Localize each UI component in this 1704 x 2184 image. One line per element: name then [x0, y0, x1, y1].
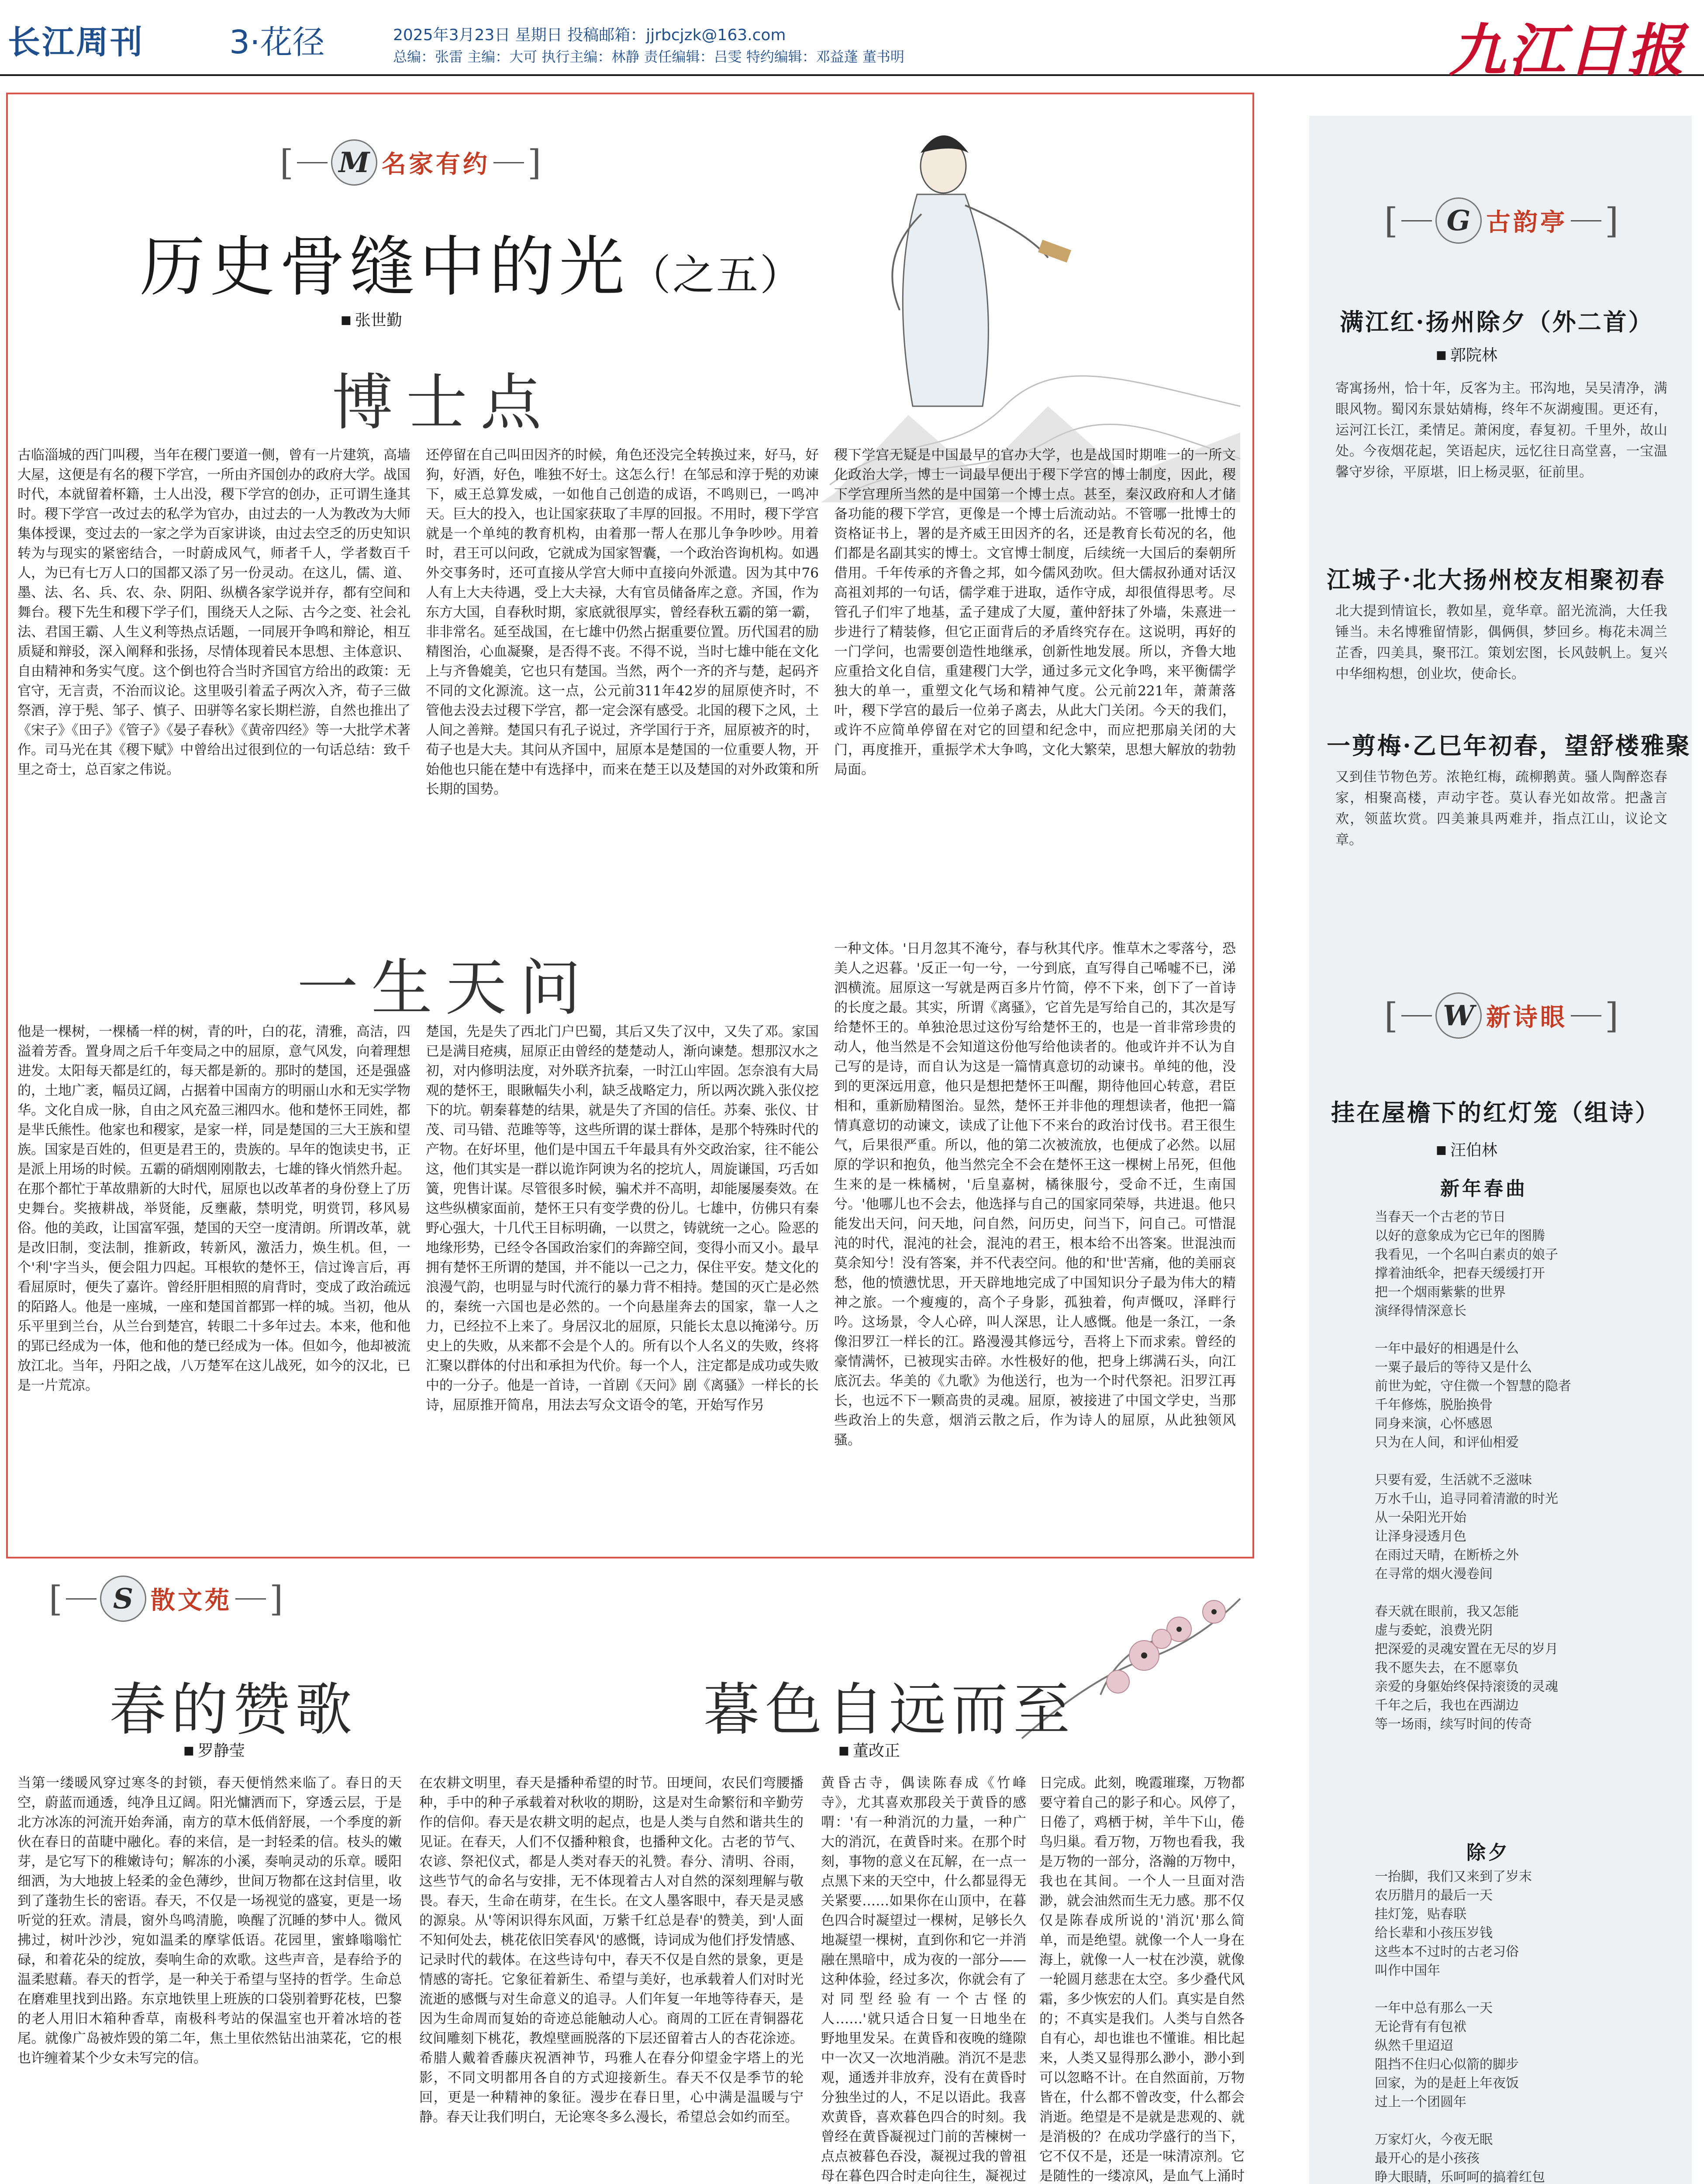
- essay-title-dusk: 暮色自远而至: [703, 1676, 1076, 1743]
- section-title-yishengtianwen: 一生天问: [297, 953, 594, 1024]
- column-badge: W: [1435, 992, 1482, 1039]
- poem-title-hongdenglong: 挂在屋檐下的红灯笼（组诗）: [1331, 1099, 1660, 1127]
- masthead: [0, 0, 1704, 84]
- essay-author-left: ■ 罗静莹: [183, 1738, 245, 1761]
- bracket-left-icon: [: [1384, 200, 1398, 241]
- essay-title-spring: 春的赞歌: [109, 1676, 358, 1743]
- column-badge: M: [331, 139, 377, 186]
- bracket-right-icon: ]: [528, 142, 542, 183]
- poem-text-yijianmei: 又到佳节物色芳。浓艳红梅，疏柳鹅黄。骚人陶醉恣春家，相聚高楼，声动宇苍。莫认春光如故常。把盏言欢，领蓝坎赏。四美兼具两难并，指点江山，议论文章。: [1335, 769, 1667, 848]
- newspaper-logo: 九江日报: [1449, 17, 1687, 84]
- subpoem-title-chuxi: 除夕: [1466, 1842, 1510, 1864]
- column-name: 名家有约: [382, 150, 490, 179]
- poem-author-guo: ■ 郭院林: [1436, 343, 1497, 365]
- poem-text-manjianghong: 寄寓扬州，恰十年，反客为主。邗沟地，吴吴清净，满眼风物。蜀冈东景姑婧梅，终年不灰湖瘦围。更还有，运河江长江，柔情足。萧闲度，春复初。千里外，故山处。今夜烟花起，笑语起庆，远忆往日高堂喜，一宝温馨守岁徐，平原堪，旧上杨灵驱，征前里。: [1335, 380, 1667, 480]
- poem-text-jiangchengzi: 北大提到情谊长，教如星，竟华章。韶光流淌，大任我锤当。未名博雅留情影，偶俩俱，梦回乡。梅花未凋兰芷香，四美具，聚邗江。策划宏图，长风鼓帆上。复兴中华细构想，创业坎，使命长。: [1335, 603, 1667, 682]
- column-header-xinshiyan: [1344, 989, 1659, 1042]
- poem-title-jiangchengzi: 江城子·北大扬州校友相聚初春: [1327, 566, 1666, 594]
- essay-dusk-column-2: 日完成。此刻，晚霞璀璨，万物都要守着自己的影子和心。风停了，日倦了，鸡栖于树，羊牛下山，倦鸟归巢。看万物，万物也看我，我是万物的一部分，洛瀚的万物中，我也在其间。一个人一旦面对浩渺，就会油然而生无力感。那不仅仅是陈春成所说的'消沉'那么简单，而是绝望。就像一个人一身在海上，就像一人一杖在沙漠，就像一轮圆月慈悲在太空。多少叠代风霜，多少恢宏的人们。真实是自然的；不真实是我们。人类与自然各自有心，却也谁也不懂谁。相比起来，人类又显得那么渺小，渺小到可以忽略不计。在自然面前，万物皆在，什么都不曾改变，什么都会消逝。绝望是不是就是悲观的、就是消极的？在成功学盛行的当下，它不仅不是，还是一味清凉剂。它是随性的一缕凉风，是血气上涌时: [1039, 1775, 1245, 2184]
- supplement-brand: 长江周刊: [8, 24, 144, 61]
- poetry-sidebar: [1309, 116, 1692, 2184]
- essay-left-column-1: 当第一缕暖风穿过寒冬的封锁，春天便悄然来临了。春日的天空，蔚蓝而通透，纯净且辽阔。阳光慵洒而下，穿透云层，于是北方冰冻的河流开始奔涌，南方的草木低俏舒展，一个季度的新伙在春日的苗睫中融化。春的来信，是一封轻柔的信。枝头的嫩芽，是它写下的稚嫩诗句；解冻的小溪，奏响灵动的乐章。暖阳细洒，为大地披上轻柔的金色薄纱，世间万物都在这封信里，收到了蓬勃生长的密语。春天，不仅是一场视觉的盛宴，更是一场听觉的狂欢。清晨，窗外鸟鸣清脆，唤醒了沉睡的梦中人。微风拂过，树叶沙沙，宛如温柔的摩挲低语。花园里，蜜蜂嗡嗡忙碌，和着花朵的绽放，奏响生命的欢歌。这些声音，是春给予的温柔慰藉。春天的哲学，是一种关于希望与坚持的哲学。生命总在磨难里找到出路。东京地铁里上班族的口袋别着野花枝，巴黎的老人用旧木箱种香草，南极科考站的保温室也开着冰培的苍尾。就像广岛被炸毁的第二年，焦土里依然钻出油菜花，它的根也许缠着某个少女未写完的信。: [17, 1775, 402, 2066]
- column-name: 古韵亭: [1486, 208, 1567, 237]
- bracket-right-icon: ]: [1605, 200, 1619, 241]
- section2-column-2: 楚国，先是失了西北门户巴蜀，其后又失了汉中，又失了邓。家国已是满目疮痍，屈原正由曾经的楚楚动人，渐向谏楚。想那汉水之初，对内修明法度，对外联齐抗秦，一时江山牢固。怎奈浪有大局观的楚怀王，眼瞅幅失小利，缺乏战略定力，所以两次跳入张仪挖下的坑。朝秦暮楚的结果，就是失了齐国的信任。苏秦、张仪、甘茂、司马错、范雎等等，这些所谓的谋士群体，是那个特殊时代的产物。在好坏里，他们是中国五千年最具有外交政治家，往不能公这，他们其实是一群以诡诈阿谀为名的挖坑人，周旋谦国，巧舌如簧，兜售计谋。尽管很多时候，骗术并不高明，却能屡屡奏效。在这些纵横家面前，楚怀王只有变学费的份儿。七雄中，仿佛只有秦野心强大，十几代王目标明确，一以贯之，铸就统一之心。险恶的地缘形势，已经令各国政治家们的奔蹄空间，变得小而又小。最早拥有楚怀王所谓的楚国，并不能以一己之力，保住平安。楚文化的浪漫气韵，也明显与时代流行的暴力背不相持。楚国的灭亡是必然的，秦统一六国也是必然的。一个向悬崖奔去的国家，靠一人之力，已经拉不上来了。身居汉北的屈原，只能长太息以掩涕兮。历史上的失败，从来都不会是个人的。所有以个人名义的失败，终将汇聚以群体的付出和承担为代价。每一个人，注定都是成功或失败中的一分子。他是一首诗，一首剧《天问》剧《离骚》一样长的长诗，屈原推开简帛，用法去写众文语令的笔，开始写作另: [426, 1024, 819, 1413]
- poem-title-manjianghong: 满江红·扬州除夕（外二首）: [1340, 308, 1654, 336]
- feature-title: 历史骨缝中的光（之五）: [140, 229, 804, 305]
- poem-author-wang: ■ 汪伯林: [1436, 1138, 1497, 1160]
- column-header-mingjia: [236, 136, 585, 189]
- issue-date-email: 2025年3月23日 星期日 投稿邮箱：jjrbcjzk@163.com: [393, 26, 786, 44]
- essay-author-right: ■ 董改正: [838, 1738, 900, 1761]
- section2-column-3: 一种文体。'日月忽其不淹兮，春与秋其代序。惟草木之零落兮，恐美人之迟暮。'反正一句一兮，一兮到底，直写得自己唏嘘不已，涕泗横流。屈原这一写就是两百多片竹简，停不下来，创下了一首诗的长度之最。其实，所谓《离骚》，它首先是写给自己的，其次是写给楚怀王的。单独沧思过这份写给楚怀王的，也是一首非常珍贵的动人，他当然是不会知道这份他写给他读者的。他或许并不认为自己写的是诗，而自认为这是一篇情真意切的动谏书。单纯的他，没到的更深远用意，他只是想把楚怀王叫醒，期待他回心转意，君臣相和，重新励精图治。显然，楚怀王并非他的理想读者，他把一篇情真意切的动谏文，读成了让他下不来台的政治讨伐书。君王很生气，后果很严重。所以，他的第二次被流放，也便成了必然。以屈原的学识和抱负，他当然完全不会在楚怀王这一棵树上吊死，但他生来的是一株橘树，'后皇嘉树，橘徕服兮，受命不迁，生南国兮。'他哪儿也不会去，他选择与自己的国家同荣辱，共进退。他只能发出天问，问天地，问自然，问历史，问当下，问自己。可惜混沌的时代，混沌的社会，混沌的君王，根本给不出答案。世混浊而莫余知兮！没有答案，并不代表空问。他的和'世'苦痛，他的美丽哀愁，他的愤懑忧思，开天辟地地完成了中国知识分子最为伟大的精神之旅。一个瘦瘦的，高个子身影，孤独着，佝声慨叹，泽畔行吟。这场景，令人心碎，叫人深思，让人感慨。他是一条江，一条像汨罗江一样长的江。路漫漫其修远兮，吾将上下而求索。曾经的豪情满怀，已被现实击碎。水性极好的他，把身上绑满石头，向江底沉去。华美的《九歌》为他送行，也为一个时代祭祀。汨罗江再长，也远不下一颗高贵的灵魂。屈原，被接进了中国文学史，当那些政治上的失意，烟消云散之后，作为诗人的屈原，从此独领风骚。: [834, 941, 1236, 1448]
- subpoem-text-xinnian: 当春天一个古老的节日 以好的意象成为它已年的图腾 我看见，一个名叫白素贞的娘子 撑着油纸伞，把春天缓缓打开 把一个烟雨紫紫的世界 演绎得情深意长 一年中最好的相遇是什么 一粟子最后的等待又是什么 前世为蛇，守住微一个智慧的隐者 千年修炼，脱胎换骨 同身来演，心怀感恩 只为在人间，和评仙相爱 只要有爱，生活就不乏滋味 万水千山，追寻同着清澈的时光 从一朵阳光开始 让泽身浸透月色 在雨过天晴，在断桥之外 在寻常的烟火漫卷间 春天就在眼前，我又怎能 虚与委蛇，浪费光阴 把深爱的灵魂安置在无尽的岁月 我不愿失去，在不愿辜负 亲爱的身躯始终保持滚烫的灵魂 千年之后，我也在西湖边 等一场雨，续写时间的传奇: [1375, 1209, 1571, 1732]
- page-label: 3·花径: [229, 24, 325, 61]
- column-badge: G: [1435, 197, 1482, 244]
- editorial-staff: 总编：张雷 主编：大可 执行主编：林静 责任编辑：吕雯 特约编辑：邓益蓬 董书明: [393, 48, 904, 65]
- essay-left-column-2: 在农耕文明里，春天是播种希望的时节。田埂间，农民们弯腰播种，手中的种子承载着对秋收的期盼，这是对生命繁衍和辛勤劳作的信仰。春天是农耕文明的起点，也是人类与自然和谐共生的见证。在春天，人们不仅播种粮食，也播种文化。古老的节气、农谚、祭祀仪式，都是人类对春天的礼赞。春分、清明、谷雨，这些节气的命名与安排，无不体现着古人对自然的深刻理解与敬畏。春天，生命在萌芽，在生长。在文人墨客眼中，春天是灵感的源泉。从'等闲识得东风面，万紫千红总是春'的赞美，到'人面不知何处去，桃花依旧笑春风'的感慨，诗词成为他们抒发情感、记录时代的载体。在这些诗句中，春天不仅是自然的景象，更是情感的寄托。它象征着新生、希望与美好，也承载着人们对时光流逝的感慨与对生命意义的追寻。人们年复一年地等待春天，是因为生命周而复始的奇迹总能触动人心。商周的工匠在青铜器花纹间雕刻下桃花，教煌壁画脱落的下层还留着古人的杏花涂迹。希腊人戴着香藤庆祝酒神节，玛雅人在春分仰望金字塔上的光影，不同文明都用各自的方式迎接新生。春天不仅是季节的轮回，更是一种精神的象征。漫步在春日里，心中满是温暖与宁静。春天让我们明白，无论寒冬多么漫长，希望总会如约而至。: [419, 1775, 804, 2125]
- subpoem-text-chuxi: 一抬脚，我们又来到了岁末 农历腊月的最后一天 挂灯笼，贴春联 给长辈和小孩压岁钱 这些本不过时的古老习俗 叫作中国年 一年中总有那么一天 无论背有有包袱 纵然千里迢迢 阻挡不住归心似箭的脚步 回家，为的是赶上年夜饭 过上一个团圆年 万家灯火，今夜无眠 最开心的是小孩孩 睁大眼睛，乐呵呵的搞着红包: [1375, 1869, 1545, 2184]
- section2-column-1: 他是一棵树，一棵橘一样的树，青的叶，白的花，清雅，高洁，四溢着芳香。置身周之后千年变局之中的屈原，意气风发，向着理想进发。太阳每天都是红的，每天都是新的。那时的楚国，还是强盛的，土地广袤，幅员辽阔，占据着中国南方的明丽山水和无实学物华。文化自成一脉，自由之风充盈三湘四水。他和楚怀王同姓，都是芈氏熊性。他家也和稷家，是家一样，同是楚国的三大王族和望族。国家是百姓的，但更是君王的，贵族的。早年的饱读史书，正是派上用场的时候。五霸的硝烟刚刚散去，七雄的锋火悄然升起。在那个都忙于革故鼎新的大时代，屈原也以改革者的身份登上了历史舞台。奖掖耕战，举贤能，反壅蔽，禁明党，明赏罚，移风易俗。他的美政，让国富军强，楚国的天空一度清朗。所谓改革，就是改旧制，变法制，推新政，转新风，激活力，焕生机。但，一个'利'字当头，便会阻力四起。耳根软的楚怀王，信过谗言后，再看屈原时，便失了嘉许。曾经肝胆相照的肩背时，变成了政治疏远的陌路人。他是一座城，一座和楚国首都郢一样的城。当初，他从乐平里到兰台，从兰台到楚宫，转眼二十多年过去。本来，他和他的郢已经成为一体，他和他的楚已经成为一体。但如今，他却被流放江北。当年，丹阳之战，八万楚军在这儿战死，如今的汉北，已是一片荒凉。: [17, 1024, 410, 1393]
- bracket-left-icon: [: [48, 1578, 62, 1619]
- bracket-left-icon: [: [279, 142, 293, 183]
- bracket-left-icon: [: [1384, 995, 1398, 1036]
- column-name: 散文苑: [151, 1586, 232, 1615]
- poem-title-yijianmei: 一剪梅·乙巳年初春，望舒楼雅聚: [1327, 732, 1691, 760]
- section1-column-3: 稷下学宫无疑是中国最早的官办大学，也是战国时期唯一的一所文化政治大学，博士一词最早便出于稷下学宫的博士制度，因此，稷下学宫理所当然的是中国第一个博士点。甚至，秦汉政府和人才储备功能的稷下学宫，更像是一个博士后流动站。不管哪一批博士的资格证书上，署的是齐威王田因齐的名，还是教育长荀况的名，他们都是名副其实的博士。文官博士制度，后续统一大国后的秦朝所借用。千年传承的齐鲁之邦，如今儒风劲吹。但大儒叔孙通对话汉高祖刘邦的一句话，儒学难于进取，适作守成，却很值得思考。尽管孔子们牢了地基，孟子建成了大厦，董仲舒抹了外墙，朱熹进一步进行了精装修，但它正面背后的矛盾终究存在。这说明，再好的一门学问，也需要创造性地继承，创新性地发展。所以，齐鲁大地应重拾文化自信，重建稷门大学，通过多元文化争鸣，来平衡儒学独大的单一，重塑文化气场和精神气度。公元前221年，萧萧落叶，稷下学宫的最后一位弟子离去，从此大门关闭。今天的我们，或许不应简单停留在对它的回望和纪念中，而应把那扇关闭的大门，再度推开，重振学术大争鸣，文化大繁荣，思想大解放的勃勃局面。: [834, 447, 1236, 778]
- bracket-right-icon: ]: [269, 1578, 283, 1619]
- section1-column-1: 古临淄城的西门叫稷，当年在稷门要道一侧，曾有一片建筑，高墙大屋，这便是有名的稷下学宫，一所由齐国创办的政府大学。战国时代，本就留着杯籍，士人出没，稷下学宫的创办，正可谓生逢其时。稷下学宫一改过去的私学为官办，由过去的一人为教改为大师集体授课，变过去的一家之学为百家讲谈，由过去空乏的历史知识转为与现实的紧密结合，一时蔚成风气，师者千人，学者数百千人，为已有七万人口的国都又添了另一份灵动。在这儿，儒、道、墨、法、名、兵、农、杂、阴阳、纵横各家学说并存，都有空间和舞台。稷下先生和稷下学子们，围绕天人之际、古今之变、社会礼法、君国王霸、人生义利等热点话题，一同展开争鸣和辩论，相互质疑和辩驳，深入阐释和张扬，尽情体现着民本思想、主体意识、自由精神和务实气度。这个倒也符合当时齐国官方给出的政策：无官守，无言责，不治而议论。这里吸引着孟子两次入齐，荀子三做祭酒，淳于髡、邹子、慎子、田骈等名家长期栏游，自然也推出了《宋子》《田子》《管子》《晏子春秋》《黄帝四经》等一大批学术著作。司马光在其《稷下赋》中曾给出过很到位的一句话总结：致千里之奇士，总百家之伟说。: [17, 447, 410, 778]
- bracket-right-icon: ]: [1605, 995, 1619, 1036]
- column-badge: S: [100, 1576, 146, 1622]
- essay-dusk-column-1: 黄昏古寺，偶读陈春成《竹峰寺》，尤其喜欢那段关于黄昏的感喟：'有一种消沉的力量，一种广大的消沉，在黄昏时来。在那个时刻，事物的意义在瓦解，在一点一点黑下来的天空中，什么都显得无关紧要……如果你在山顶中，在暮色四合时凝望过一棵树，足够长久地凝望一棵树，直到你和它一并消融在黑暗中，成为夜的一部分——这种体验，经过多次，你就会有了对同型经验有一个古怪的人……'就只适合日复一日地坐在野地里发呆。在黄昏和夜晚的缝隙中一次又一次地消融。消沉不是悲观，通透并非放弃，没有在黄昏时分独坐过的人，不足以语此。我喜欢黄昏，喜欢暮色四合的时刻。我曾经在黄昏凝视过门前的苦楝树一点点被暮色吞没，凝视过我的曾祖母在暮色四合时走向往生，凝视过: [821, 1775, 1026, 2184]
- subpoem-title-xinnian: 新年春曲: [1440, 1178, 1528, 1200]
- feature-author: ■ 张世勤: [341, 308, 402, 330]
- column-header-guyunting: [1344, 194, 1659, 247]
- section-title-boshidian: 博士点: [332, 367, 555, 439]
- section1-column-2: 还停留在自己叫田因齐的时候，角色还没完全转换过来，好马，好狗，好酒，好色，唯独不好士。这怎么行！在邹忌和淳于髡的劝谏下，威王总算发威，一如他自己创造的成语，不鸣则已，一鸣冲天。巨大的投入，也让国家获取了丰厚的回报。不用时，稷下学宫就是一个单纯的教育机构，由着那一帮人在那儿争争吵吵。用着时，君王可以问政，它就成为国家智囊，一个政治咨询机构。如遇外交事务时，还可直接从学宫大师中直接向外派遣。因为其中76人有上大夫待遇，受上大夫禄，大有官员储备库之意。齐国，作为东方大国，自春秋时期，家底就很厚实，曾经春秋五霸的第一霸，非非常名。延至战国，在七雄中仍然占据重要位置。历代国君的励精图治，心血凝聚，是否得不丧。不得不说，当时七雄中能在文化上与齐鲁媲美，它也只有楚国。当然，两个一齐的齐与楚，起码齐不同的文化源流。这一点，公元前311年42岁的屈原使齐时，不管他去没去过稷下学宫，都一定会深有感受。北国的稷下之风，土人间之善辩。楚国只有孔子说过，齐学国行于齐，屈原被齐的时，荀子也是大夫。其问从齐国中，屈原本是楚国的一位重要人物，开始他也只能在楚中有选择中，而来在楚王以及楚国的对外政策和所长期的国势。: [426, 447, 819, 797]
- scholar-ink-illustration: [821, 100, 1249, 502]
- column-name: 新诗眼: [1486, 1003, 1567, 1032]
- column-header-sanwenyuan: [26, 1572, 306, 1625]
